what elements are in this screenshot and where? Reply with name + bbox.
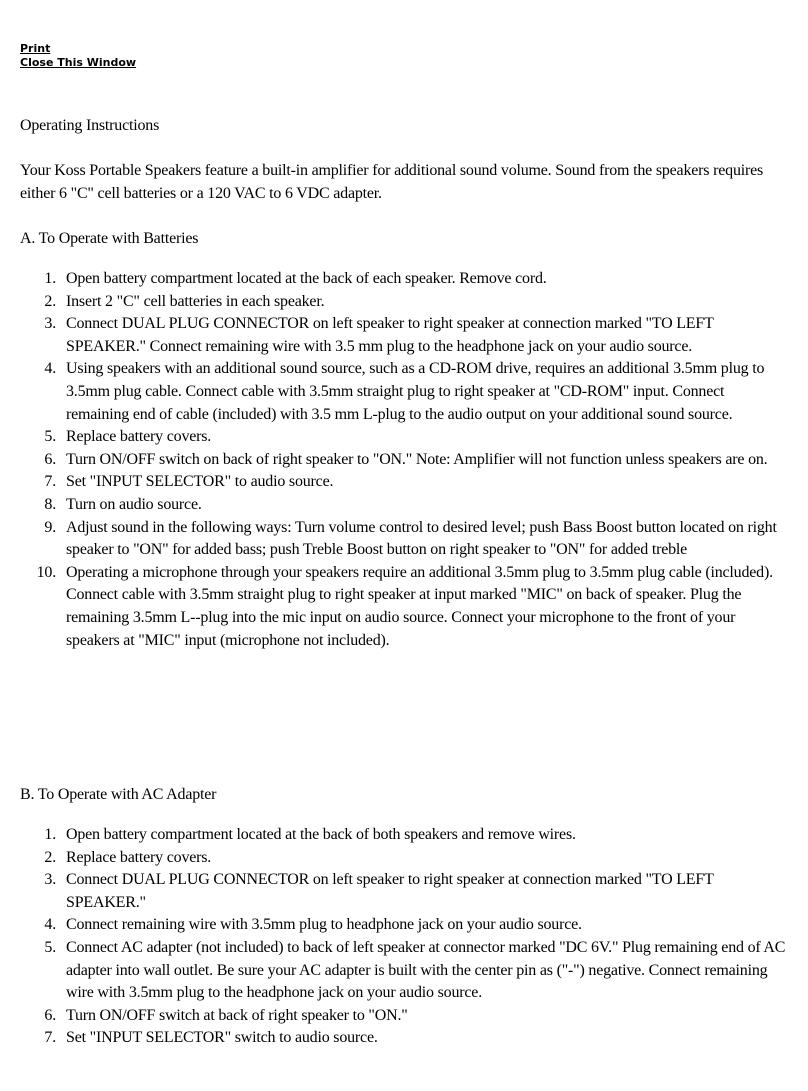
- list-item: 5. Connect AC adapter (not included) to back of left speaker at connector marked "DC 6V." Plug remaining end of AC adapter into wall outlet. Be sure your AC adapter is built with the center pin as ("-") negative. Connect remaining wire with 3.5mm plug to the headphone jack on your audio source.: [44, 938, 786, 1002]
- close-window-link[interactable]: Close This Window: [20, 56, 137, 69]
- list-item: 2. Insert 2 "C" cell batteries in each speaker.: [44, 292, 325, 310]
- page-title: Operating Instructions: [20, 117, 160, 134]
- top-links: [20, 42, 136, 70]
- list-item: 3. Connect DUAL PLUG CONNECTOR on left speaker to right speaker at connection marked "TO LEFT SPEAKER.": [44, 871, 714, 911]
- list-item: 10. Operating a microphone through your speakers require an additional 3.5mm plug to 3.5mm plug cable (included). Connect cable with 3.5mm straight plug to right speaker at input marked "MIC" on back of speaker. Plug the remaining 3.5mm L--plug into the mic input on audio source. Connect your microphone to the front of your speakers at "MIC" input (microphone not included).: [36, 563, 773, 649]
- section-a-list: [20, 268, 790, 652]
- list-item: 7. Set "INPUT SELECTOR" to audio source.: [44, 473, 334, 491]
- list-item: 8. Turn on audio source.: [44, 495, 202, 513]
- list-item: 6. Turn ON/OFF switch on back of right speaker to "ON." Note: Amplifier will not function unless speakers are on.: [44, 450, 768, 468]
- list-item: 1. Open battery compartment located at the back of each speaker. Remove cord.: [44, 270, 547, 287]
- section-a-heading: A. To Operate with Batteries: [20, 230, 199, 247]
- list-item: 2. Replace battery covers.: [44, 848, 212, 866]
- list-item: 1. Open battery compartment located at the back of both speakers and remove wires.: [44, 826, 576, 843]
- list-item: 7. Set "INPUT SELECTOR" switch to audio source.: [44, 1029, 378, 1047]
- section-b-heading: B. To Operate with AC Adapter: [20, 786, 217, 803]
- list-item: 9. Adjust sound in the following ways: Turn volume control to desired level; push Bass Boost button located on right speaker to "ON" for added bass; push Treble Boost button on right speaker to "ON" for added treble: [44, 518, 777, 559]
- section-b-list: [20, 824, 790, 1050]
- list-item: 6. Turn ON/OFF switch at back of right speaker to "ON.": [44, 1006, 408, 1024]
- list-item: 3. Connect DUAL PLUG CONNECTOR on left speaker to right speaker at connection marked "TO LEFT SPEAKER." Connect remaining wire with 3.5 mm plug to the headphone jack on your audio source.: [44, 315, 714, 355]
- list-item: 4. Using speakers with an additional sound source, such as a CD-ROM drive, requires an additional 3.5mm plug to 3.5mm plug cable. Connect cable with 3.5mm straight plug to right speaker at "CD-ROM" input. Connect remaining end of cable (included) with 3.5 mm L-plug to the audio output on your additional sound source.: [44, 360, 765, 423]
- list-item: 4. Connect remaining wire with 3.5mm plug to headphone jack on your audio source.: [44, 916, 582, 934]
- list-item: 5. Replace battery covers.: [44, 428, 212, 446]
- print-link[interactable]: Print: [20, 42, 51, 55]
- intro-paragraph: Your Koss Portable Speakers feature a built-in amplifier for additional sound volume. Sound from the speakers requires either 6 "C" cell batteries or a 120 VAC to 6 VDC adapter.: [20, 162, 764, 202]
